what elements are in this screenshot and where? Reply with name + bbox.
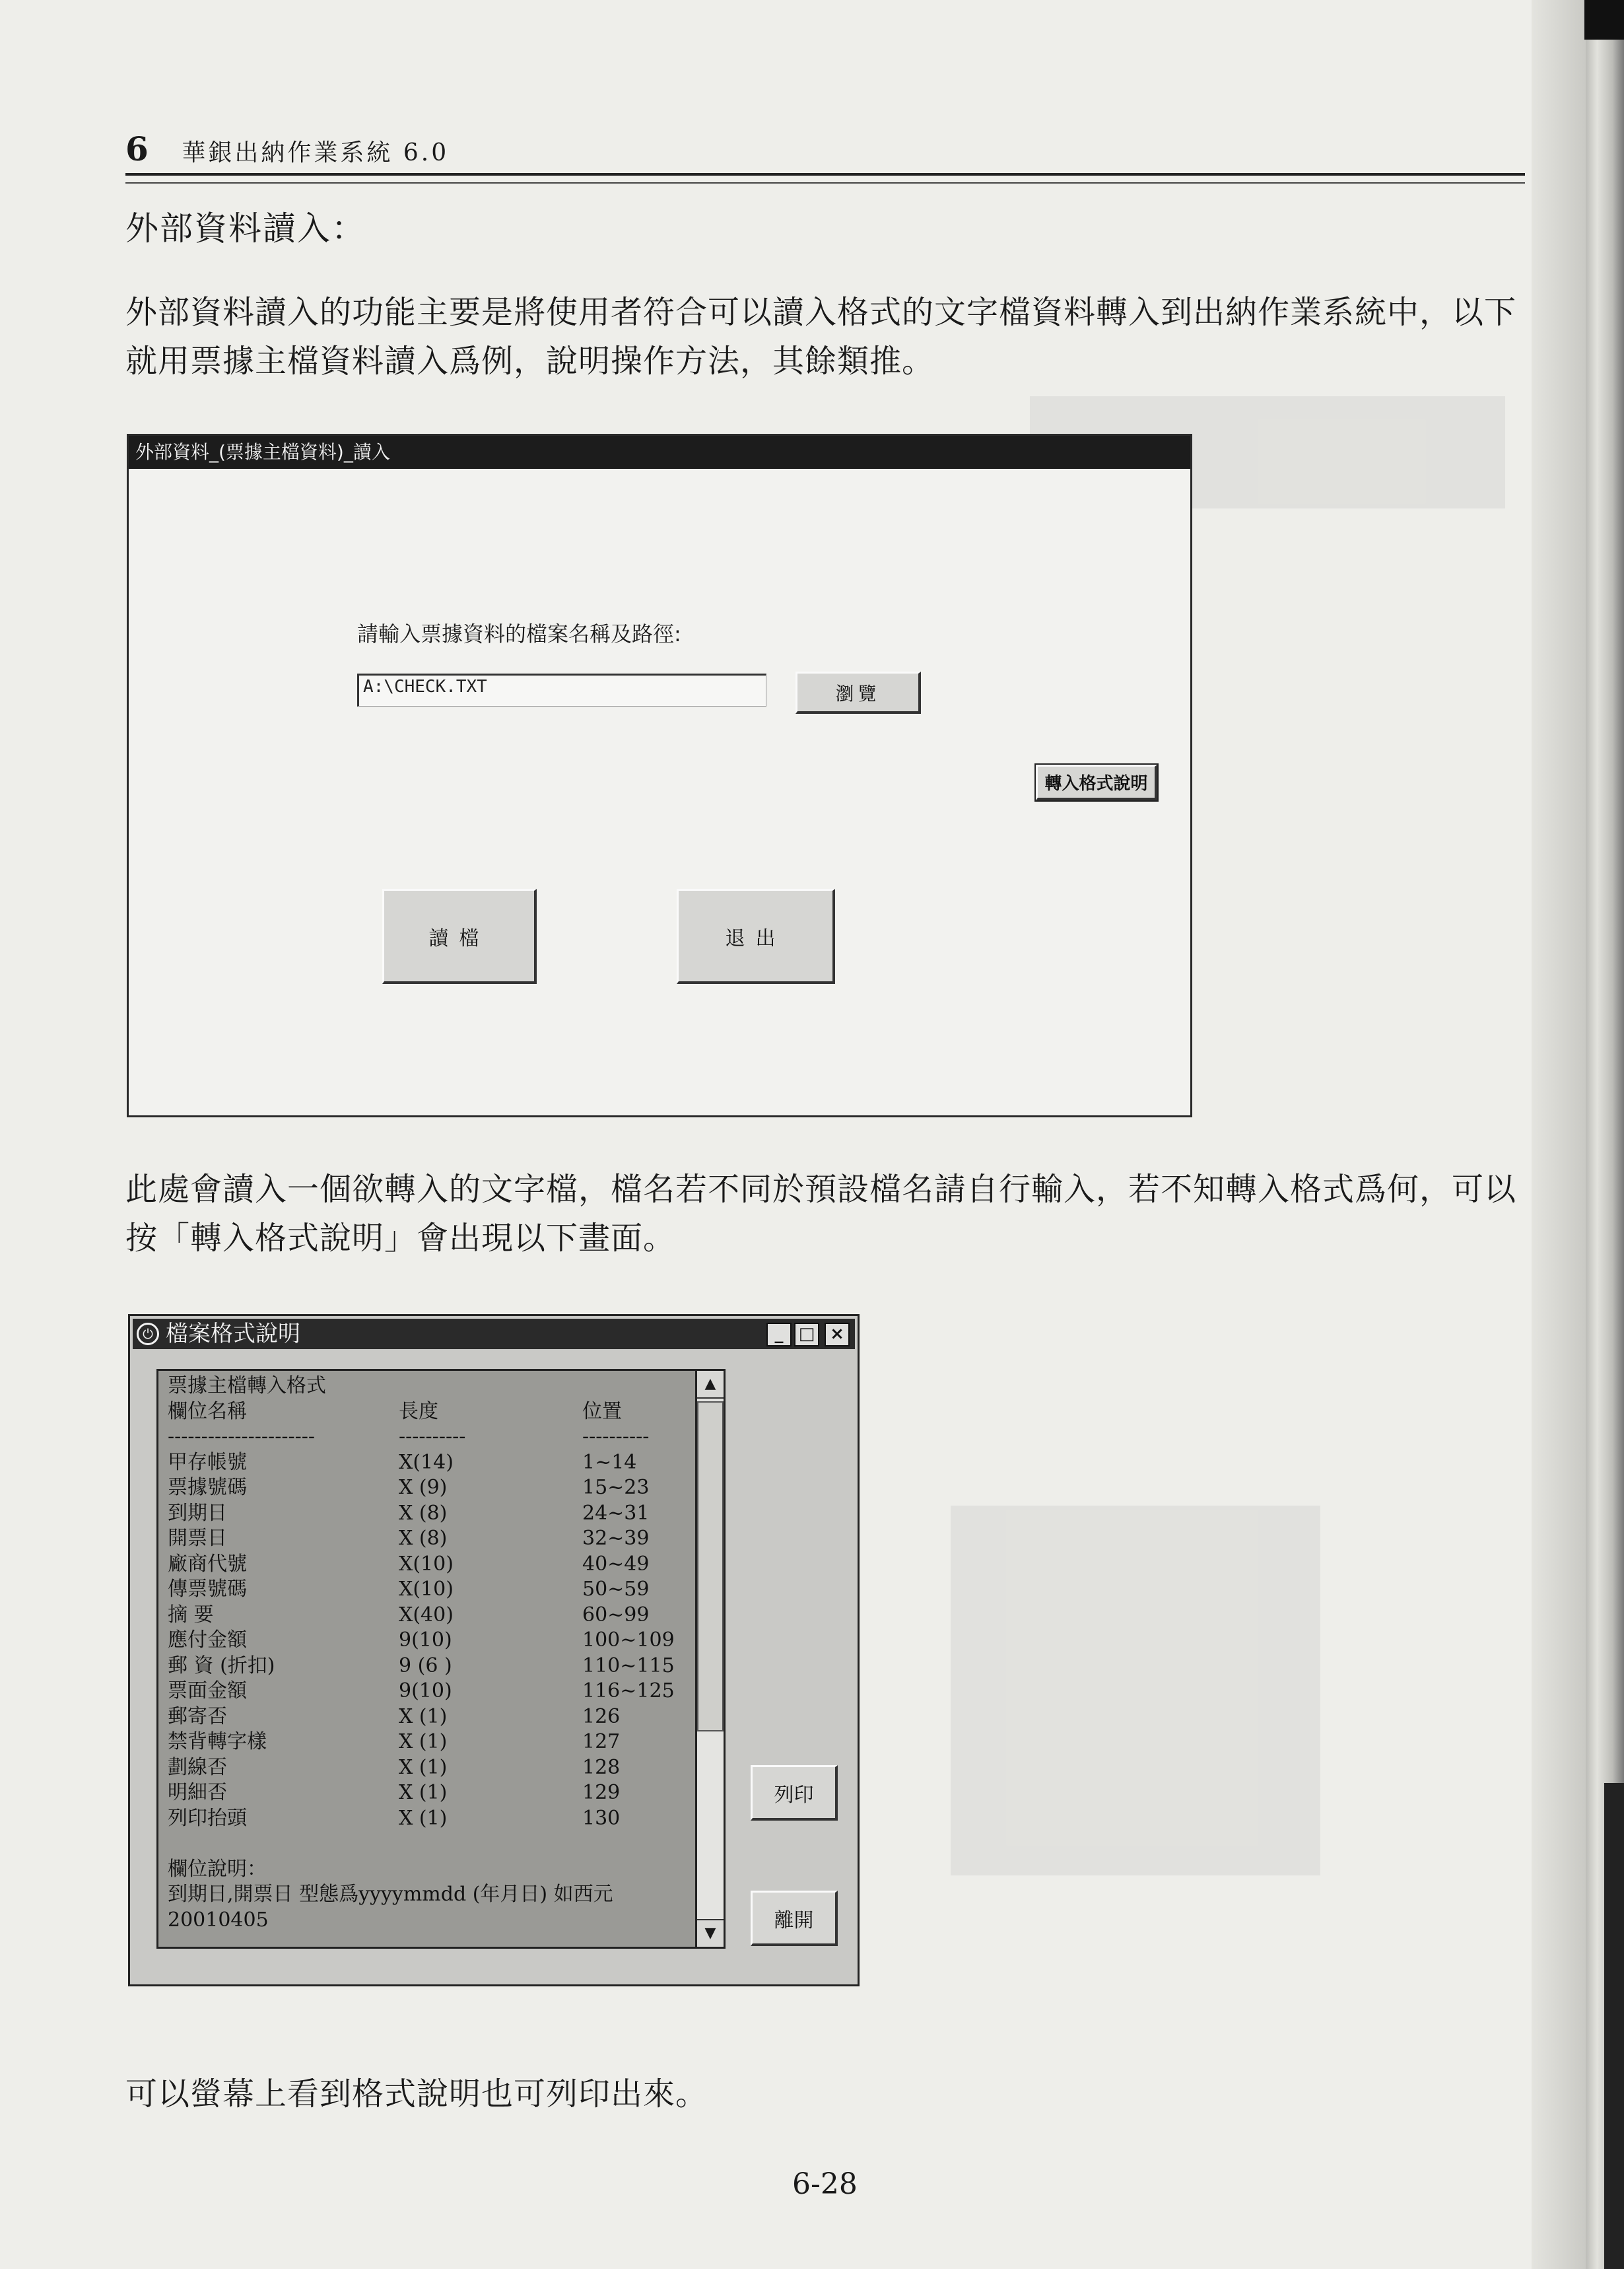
field-position: 110~115	[582, 1654, 675, 1677]
format-text-area[interactable]	[156, 1369, 723, 1949]
page-corner	[1584, 0, 1624, 40]
field-length: 9 (6 )	[399, 1654, 452, 1677]
field-row	[168, 1475, 714, 1501]
field-row	[168, 1704, 714, 1730]
column-header-row	[168, 1399, 714, 1425]
bleed-through	[951, 1506, 1320, 1875]
field-length: 9(10)	[399, 1628, 452, 1652]
field-length: 9(10)	[399, 1679, 452, 1702]
field-position: 60~99	[582, 1603, 650, 1626]
intro-paragraph: 外部資料讀入的功能主要是將使用者符合可以讀入格式的文字檔資料轉入到出納作業系統中，以下就用票據主檔資料讀入爲例，說明操作方法，其餘類推。	[125, 294, 1517, 380]
closing-paragraph: 可以螢幕上看到格式說明也可列印出來。	[125, 2076, 708, 2112]
field-name: 明細否	[168, 1781, 227, 1804]
header-rule-thin	[125, 182, 1525, 184]
field-length: X(10)	[399, 1552, 454, 1576]
notes-line: 20010405	[168, 1908, 269, 1932]
format-dialog-title: 檔案格式說明	[166, 1321, 300, 1347]
book-title: 華銀出納作業系統 6.0	[182, 139, 450, 166]
field-name: 應付金額	[168, 1628, 247, 1652]
column-header: 長度	[399, 1399, 438, 1423]
field-position: 130	[582, 1806, 621, 1830]
notes-line: 到期日,開票日 型態爲yyyymmdd (年月日) 如西元	[168, 1883, 613, 1906]
field-name: 開票日	[168, 1527, 227, 1550]
format-dialog	[128, 1314, 860, 1986]
field-position: 126	[582, 1704, 621, 1728]
field-length: X (1)	[399, 1704, 448, 1728]
field-length: X (8)	[399, 1501, 448, 1525]
section-heading: 外部資料讀入：	[125, 209, 366, 248]
field-name: 列印抬頭	[168, 1806, 247, 1830]
field-length: X(10)	[399, 1578, 454, 1601]
leave-button[interactable]: 離開	[751, 1891, 838, 1946]
blank-row	[168, 1831, 714, 1857]
field-position: 32~39	[582, 1527, 650, 1550]
field-name: 票據號碼	[168, 1476, 247, 1499]
field-name: 郵寄否	[168, 1704, 227, 1728]
field-name: 到期日	[168, 1501, 227, 1525]
explanation-paragraph: 此處會讀入一個欲轉入的文字檔，檔名若不同於預設檔名請自行輸入，若不知轉入格式爲何，可以按「轉入格式說明」會出現以下畫面。	[125, 1171, 1517, 1257]
page-edge-dark	[1604, 1783, 1624, 2269]
exit-button[interactable]: 退出	[677, 889, 835, 984]
chapter-number: 6	[125, 129, 149, 168]
minimize-icon[interactable]: _	[766, 1323, 792, 1346]
field-position: 1~14	[582, 1450, 637, 1474]
field-name: 禁背轉字樣	[168, 1730, 267, 1753]
field-name: 郵 資 (折扣)	[168, 1654, 275, 1677]
separator: ----------	[399, 1425, 466, 1448]
field-position: 129	[582, 1781, 621, 1804]
separator: ----------	[582, 1425, 650, 1448]
browse-button[interactable]: 瀏覽	[795, 672, 921, 714]
field-row	[168, 1755, 714, 1781]
field-name: 票面金額	[168, 1679, 247, 1702]
field-row	[168, 1501, 714, 1527]
field-name: 甲存帳號	[168, 1450, 247, 1474]
format-heading: 票據主檔轉入格式	[168, 1374, 326, 1397]
column-header: 欄位名稱	[168, 1399, 247, 1423]
path-input[interactable]: A:\CHECK.TXT	[357, 674, 766, 707]
import-dialog-title: 外部資料_(票據主檔資料)_讀入	[129, 436, 1190, 469]
path-prompt: 請輸入票據資料的檔案名稱及路徑:	[357, 621, 681, 646]
field-position: 40~49	[582, 1552, 650, 1576]
field-length: X (1)	[399, 1781, 448, 1804]
field-row	[168, 1780, 714, 1806]
field-row	[168, 1526, 714, 1552]
field-position: 50~59	[582, 1578, 650, 1601]
field-row	[168, 1628, 714, 1654]
format-help-button[interactable]: 轉入格式說明	[1036, 765, 1157, 800]
field-row	[168, 1603, 714, 1628]
separator-row	[168, 1424, 714, 1450]
field-row	[168, 1577, 714, 1603]
field-position: 128	[582, 1755, 621, 1779]
field-row	[168, 1450, 714, 1476]
field-length: X(14)	[399, 1450, 454, 1474]
format-dialog-titlebar	[133, 1319, 855, 1349]
vertical-scrollbar[interactable]	[695, 1369, 726, 1949]
scroll-thumb[interactable]	[697, 1401, 724, 1731]
page-number: 6-28	[792, 2167, 858, 2201]
field-position: 116~125	[582, 1679, 675, 1702]
field-length: X (1)	[399, 1730, 448, 1753]
field-position: 100~109	[582, 1628, 675, 1652]
field-position: 15~23	[582, 1476, 650, 1499]
import-dialog	[127, 434, 1192, 1117]
scroll-down-icon[interactable]: ▼	[697, 1919, 724, 1947]
field-row	[168, 1654, 714, 1679]
field-position: 127	[582, 1730, 621, 1753]
separator: ----------------------	[168, 1425, 316, 1448]
notes-title: 欄位說明：	[168, 1857, 267, 1881]
field-name: 廠商代號	[168, 1552, 247, 1576]
field-row	[168, 1552, 714, 1578]
column-header: 位置	[582, 1399, 622, 1423]
read-file-button[interactable]: 讀檔	[382, 889, 537, 984]
field-position: 24~31	[582, 1501, 650, 1525]
field-row	[168, 1729, 714, 1755]
field-length: X (1)	[399, 1806, 448, 1830]
field-length: X(40)	[399, 1603, 454, 1626]
field-length: X (8)	[399, 1527, 448, 1550]
header-rule	[125, 173, 1525, 176]
print-button[interactable]: 列印	[751, 1765, 838, 1821]
field-row	[168, 1679, 714, 1704]
field-name: 摘 要	[168, 1603, 214, 1626]
field-name: 傳票號碼	[168, 1578, 247, 1601]
field-length: X (1)	[399, 1755, 448, 1779]
field-length: X (9)	[399, 1476, 448, 1499]
maximize-icon[interactable]: □	[794, 1323, 819, 1346]
scroll-up-icon[interactable]: ▲	[697, 1371, 724, 1399]
field-name: 劃線否	[168, 1755, 227, 1779]
running-header	[125, 129, 449, 168]
close-icon[interactable]: ×	[825, 1323, 850, 1346]
field-row	[168, 1806, 714, 1832]
app-icon: ⏻	[137, 1323, 159, 1345]
